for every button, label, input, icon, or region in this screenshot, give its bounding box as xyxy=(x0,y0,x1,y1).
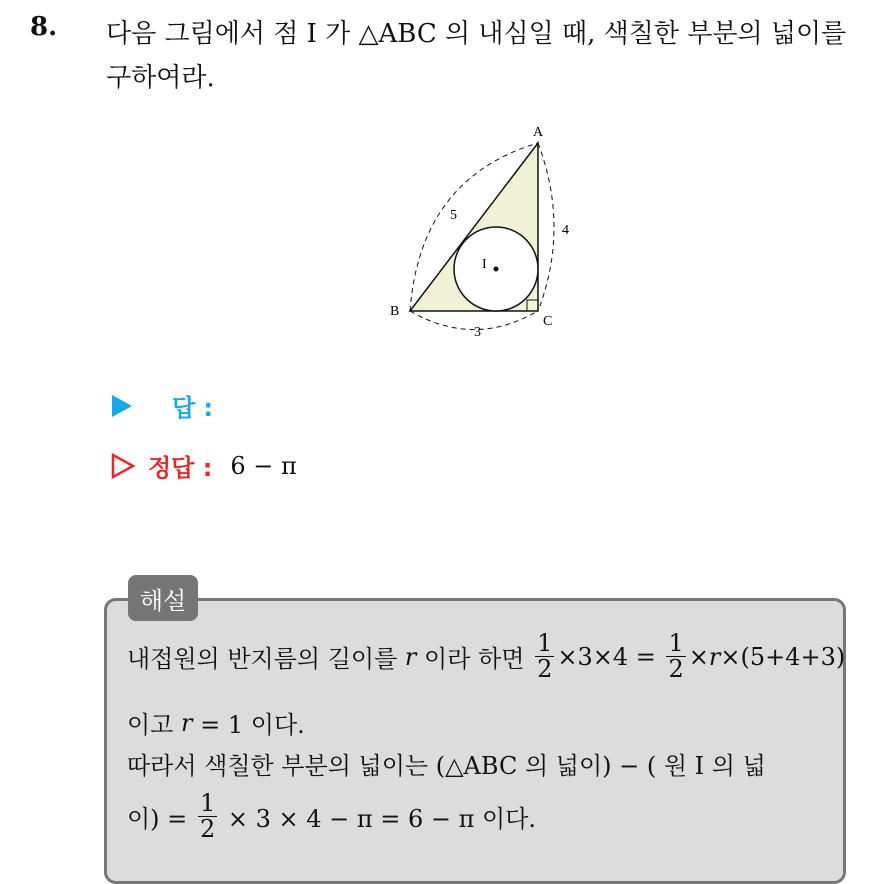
triangle-figure xyxy=(380,118,600,348)
label-a: A xyxy=(533,125,544,140)
answer-label: 답 : xyxy=(172,394,214,422)
arc-ac xyxy=(538,143,554,311)
question-text: 다음 그림에서 점 I 가 △ABC 의 내심일 때, 색칠한 부분의 넓이를 구하여라. xyxy=(106,19,847,93)
outline-triangle-icon xyxy=(110,452,136,480)
explanation-box xyxy=(104,598,846,884)
explanation-line-4: 이) = $\frac{1}{2}$ × 3 × 4 − π = 6 − π 이다. xyxy=(127,789,537,844)
label-side-ac: 4 xyxy=(562,223,569,238)
fraction: $\frac{1}{2}$ xyxy=(199,789,216,844)
explanation-tab: 해설 xyxy=(128,575,198,621)
question-number: 8. xyxy=(30,12,58,42)
label-side-ab: 5 xyxy=(450,208,457,223)
filled-triangle-icon xyxy=(110,393,134,419)
fraction: $\frac{1}{2}$ xyxy=(537,629,553,684)
explanation-line-1: 내접원의 반지름의 길이를 r 이라 하면 $\frac{1}{2}$ ×3×4 = $\frac{1}{2}$ × r ×(5+4+3) xyxy=(127,629,846,684)
label-i: I xyxy=(482,257,487,272)
explanation-line-3: 따라서 색칠한 부분의 넓이는 (△ABC 의 넓이) − ( 원 I 의 넓 xyxy=(127,752,766,780)
answer-row xyxy=(110,388,213,423)
label-c: C xyxy=(543,314,553,329)
correct-answer-label: 정답 : xyxy=(148,454,213,482)
correct-answer-value: 6 − π xyxy=(230,451,297,480)
label-side-bc: 3 xyxy=(474,325,481,340)
correct-answer-row xyxy=(110,448,297,483)
explanation-line-2: 이고 r = 1 이다. xyxy=(127,708,305,739)
incenter-point xyxy=(494,267,499,272)
fraction: $\frac{1}{2}$ xyxy=(668,629,684,684)
label-b: B xyxy=(390,304,400,319)
